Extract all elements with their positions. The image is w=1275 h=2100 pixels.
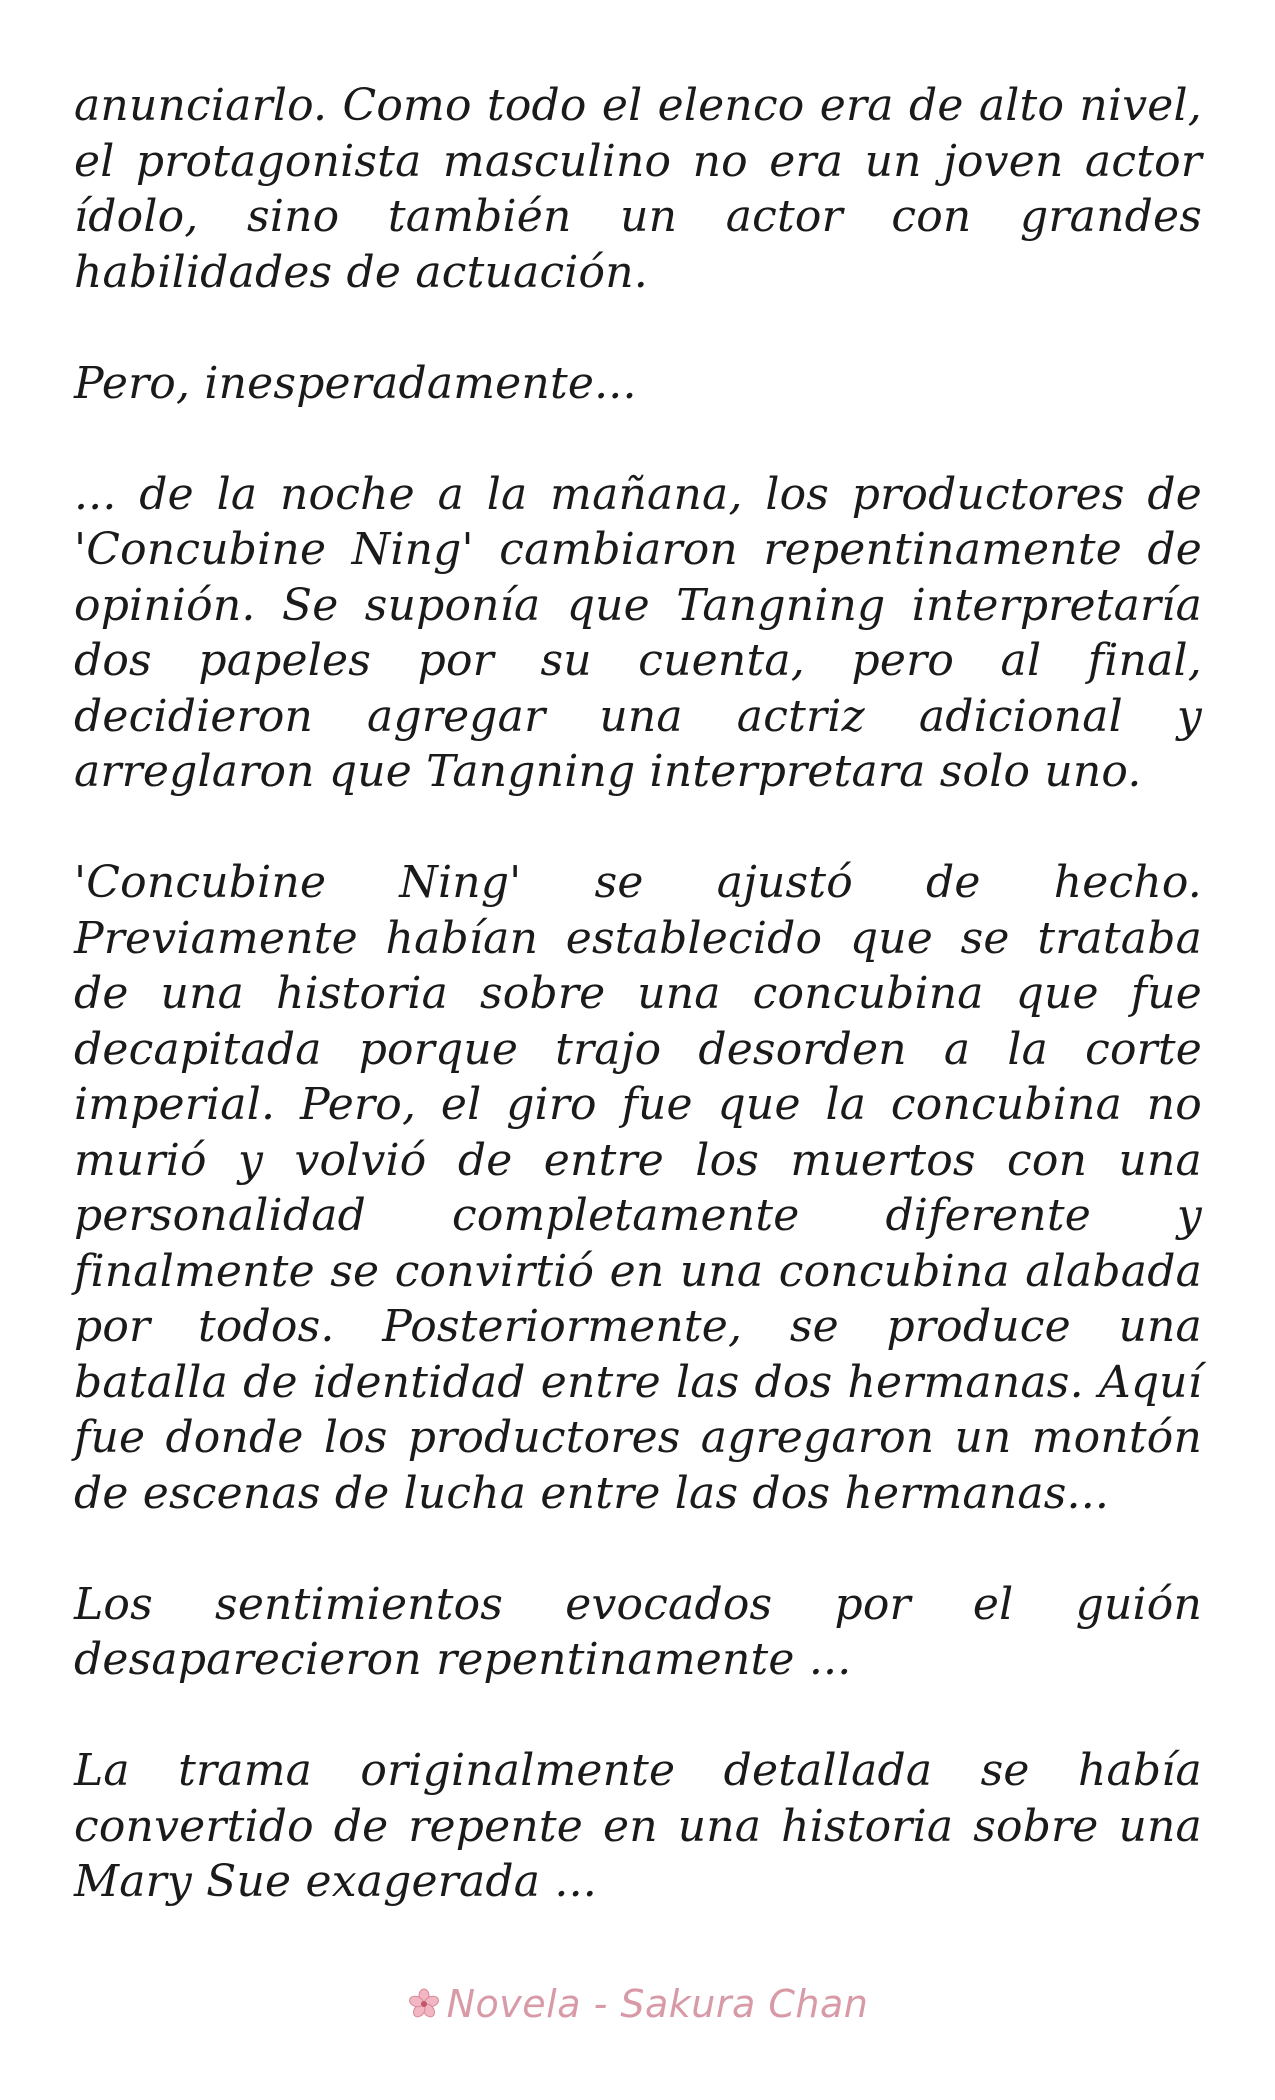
sakura-flower-icon: [407, 1987, 441, 2021]
watermark-text: Novela - Sakura Chan: [446, 1982, 869, 2026]
paragraph: La trama originalmente detallada se había convertido de repente en una historia sobre una Mary Sue exagerada ...: [74, 1745, 1202, 1907]
paragraph: Los sentimientos evocados por el guión desaparecieron repentinamente ...: [74, 1578, 1202, 1685]
watermark: [0, 1982, 1275, 2026]
paragraph: Pero, inesperadamente...: [74, 357, 637, 409]
paragraph: ... de la noche a la mañana, los productores de 'Concubine Ning' cambiaron repentinamente de opinión. Se suponía que Tangning interpretaría dos papeles por su cuenta, pero al final, decidieron agregar una actriz adicional y arreglaron que Tangning interpretara solo uno.: [74, 468, 1202, 797]
document-body: [74, 78, 1202, 1965]
paragraph: anunciarlo. Como todo el elenco era de alto nivel, el protagonista masculino no era un joven actor ídolo, sino también un actor con grandes habilidades de actuación.: [74, 80, 1202, 298]
paragraph: 'Concubine Ning' se ajustó de hecho. Previamente habían establecido que se trataba de una historia sobre una concubina que fue decapitada porque trajo desorden a la corte imperial. Pero, el giro fue que la concubina no murió y volvió de entre los muertos con una personalidad completamente diferente y finalmente se convirtió en una concubina alabada por todos. Posteriormente, se produce una batalla de identidad entre las dos hermanas. Aquí fue donde los productores agregaron un montón de escenas de lucha entre las dos hermanas...: [74, 857, 1202, 1519]
